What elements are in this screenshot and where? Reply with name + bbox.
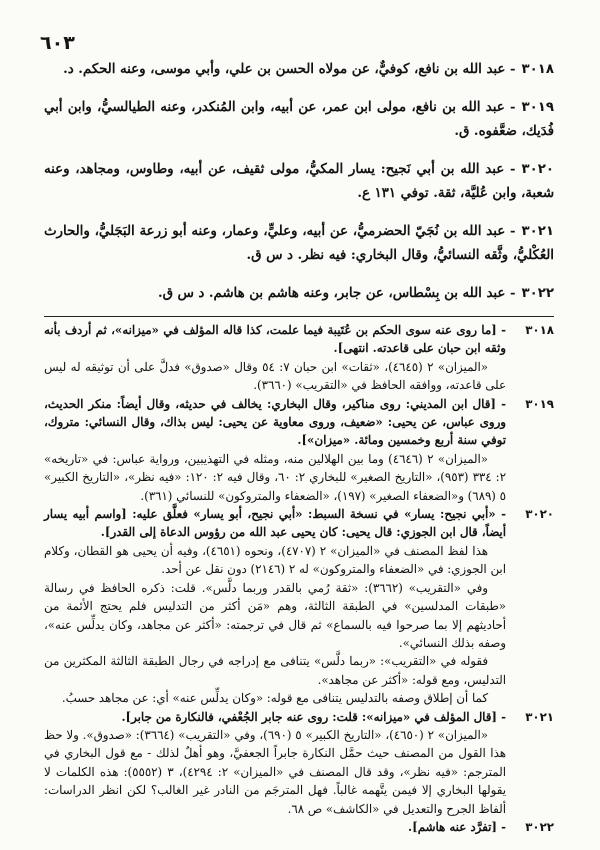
main-entries — [44, 58, 554, 306]
footnote — [44, 818, 554, 836]
entry — [44, 158, 554, 206]
footnote — [44, 505, 554, 707]
footnote-paragraph: - [ما روى عنه سوى الحكم بن عُتَيبة فيما علمت، كذا قاله المؤلف في «ميزانه»، ثم أردف بأنه وثقه ابن حبان على قاعدته. انتهى]. — [44, 323, 506, 356]
footnote-body — [44, 818, 506, 836]
footnote-number: ٣٠١٩ — [525, 396, 554, 411]
entry — [44, 96, 554, 144]
footnote-body — [44, 708, 506, 818]
footnote-paragraph: - «أبي نجيح: يسار» في نسخة السبط: «أبي نجيح، أبو يسار» فعلَّق عليه: [واسم أبيه يسار أيضاً، قال ابن الجوزي: قال يحيى: كان يحيى عبد الله من رؤوس الدعاة إلى القدر]. — [44, 507, 506, 540]
footnote-number: ٣٠١٨ — [525, 323, 554, 337]
footnotes — [44, 321, 554, 836]
entry-text: - عبد الله بن بِسْطاس، عن جابر، وعنه هاشم بن هاشم. د س ق. — [157, 286, 516, 301]
entry-number: ٣٠١٩ — [521, 100, 554, 115]
entry-text: - عبد الله بن نافع، مولى ابن عمر، عن أبيه، وابن المُنكدر، وعنه الطيالسيُّ، وابن أبي فُدَيك، ضعَّفوه. ق. — [44, 100, 554, 139]
entry-text: - عبد الله بن نافع، كوفيٌّ، عن مولاه الحسن بن علي، وأبي موسى، وعنه الحكم. د. — [63, 62, 516, 77]
footnote-paragraph: - [قال المؤلف في «ميزانه»: قلت: روى عنه جابر الجُعْفي، فالنكارة من جابر]. — [121, 709, 506, 724]
footnote-paragraph: - [قال ابن المديني: روى مناكير، وقال البخاري: يخالف في حديثه، وقال أيضاً: منكر الحديث، وروى عباس، عن يحيى: «ضعيف، وروى معاوية عن يحيى: ليس بذاك، وقال النسائي: متروك، توفي سنة أربع وخمسين ومائة. «ميزان»]. — [44, 396, 506, 448]
footnote-body — [44, 321, 506, 395]
entry-number: ٣٠١٨ — [521, 62, 554, 77]
footnote-body — [44, 395, 506, 505]
entry — [44, 58, 554, 82]
entry-text: - عبد الله بن أبي نَجيح: يسار المكيُّ، مولى ثقيف، عن أبيه، وطاوس، ومجاهد، وعنه شعبة، وابن عُليَّة، ثقة. توفي ١٣١ ع. — [44, 162, 554, 201]
footnote-paragraph: كما أن إطلاق وصفه بالتدليس يتنافى مع قوله: «وكان يدلِّس عنه» أي: عن مجاهد حسبُ. — [61, 691, 488, 706]
entry-number: ٣٠٢١ — [521, 224, 554, 239]
footnote — [44, 708, 554, 818]
page-number: ٦٠٣ — [40, 32, 75, 54]
entry-text: - عبد الله بن نُجَيّ الحضرميُّ، عن أبيه، وعليٍّ، وعمار، وعنه أبو زرعة البَجَليُّ، والحارث العُكْليُّ، وثَّقه النسائيُّ، وقال البخاري: فيه نظر. د س ق. — [44, 224, 554, 263]
footnote-body — [44, 505, 506, 707]
entry — [44, 282, 554, 306]
footnote-paragraph: - [تفرَّد عنه هاشم]. — [408, 819, 506, 834]
entry-number: ٣٠٢٢ — [521, 286, 554, 301]
footnote-paragraph: «الميزان» ٢ (٤٦٥٠)، «التاريخ الكبير» ٥ (٦٩٠)، وفي «التقريب» (٣٦٦٤): «صدوق». ولا حظ هذا القول من المصنف حيث حمَّل النكارة جابراً الجعفيَّ، وهو أهلٌ لذلك - مع قول البخاري في المترجم: «فيه نظر»، وقد قال المصنف في «الميزان» ٢: ٤٢٩٤)، ٣ (٥٥٥٢): هذه الكلمات لا يقولها البخاري إلا فيمن يتَّهمه غالباً. فهل المترجَم من النادر غير الغالب؟ لكن انظر الدراسات: ألفاظ الجرح والتعديل في «الكاشف» ص ٦٨. — [44, 727, 507, 816]
footnote — [44, 395, 554, 505]
footnote-number: ٣٠٢١ — [525, 709, 554, 724]
footnote-paragraph: «الميزان» ٢ (٤٦٤٦) وما بين الهلالين منه، ومثله في التهذيبين، ورواية عباس: في «تاريخه» ٢: ٣٣٤ (٩٥٣)، «التاريخ الصغير» للبخاري ٢: ٦٠، وقال فيه ٢: ١٢٠: «فيه نظر»، «التاريخ الكبير» ٥ (٦٨٩) و«الضعفاء الصغير» (١٩٧)، «الضعفاء والمتروكون» للنسائي (٣٦١). — [44, 451, 506, 503]
footnote-divider — [44, 316, 554, 317]
footnote-paragraph: هذا لفظ المصنف في «الميزان» ٢ (٤٧٠٧)، ونحوه (٤٦٥١)، وفيه أن يحيى هو القطان، وكلام ابن الجوزي: في «الضعفاء والمتروكون» له ٢ (٢١٤٦) دون نقل عن أحد. — [44, 543, 506, 577]
footnote-number: ٣٠٢٢ — [525, 819, 554, 834]
entry — [44, 220, 554, 268]
footnote-paragraph: فقوله في «التقريب»: «ربما دلَّس» يتنافى مع إدراجه في رجال الطبقة الثالثة المكثرين من التدليس، ومع قوله: «أكثر عن مجاهد». — [44, 654, 506, 687]
entry-number: ٣٠٢٠ — [521, 162, 554, 177]
footnote-paragraph: «الميزان» ٢ (٤٦٤٥)، «ثقات» ابن حبان ٧: ٥٤ وقال «صدوق» فدلَّ على أن توثيقه له ليس على قاعدته، ووافقه الحافظ في «التقريب» (٣٦٦٠). — [44, 359, 506, 393]
footnote — [44, 321, 554, 395]
footnote-paragraph: وفي «التقريب» (٣٦٦٢): «ثقة رُمي بالقدر وربما دلَّس». قلت: ذكره الحافظ في رسالة «طبقات المدلسين» في الطبقة الثالثة، وهم «مَن أكثر من التدليس فلم يحتج الأئمة من أحاديثهم إلا بما صرحوا فيه بالسماع» ثم قال في ترجمته: «أكثر عن مجاهد، وكان يدلِّس عنه»، وصفه بذلك النسائي». — [44, 580, 506, 650]
footnote-number: ٣٠٢٠ — [525, 507, 554, 522]
